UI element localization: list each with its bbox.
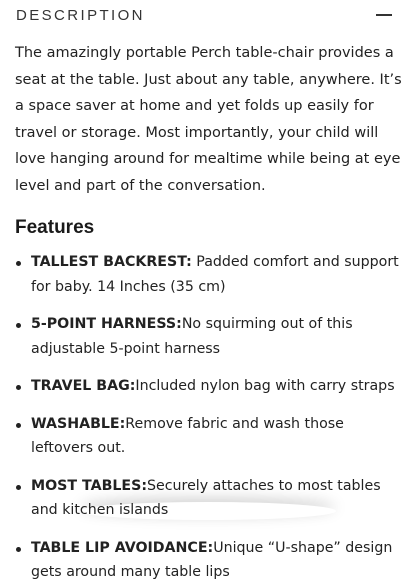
scroll-shadow [80, 502, 336, 520]
feature-title: TABLE LIP AVOIDANCE: [31, 539, 214, 556]
section-title: DESCRIPTION [16, 6, 145, 24]
minus-icon[interactable] [376, 14, 392, 16]
feature-list [0, 250, 416, 585]
feature-text: No squirming out of this adjustable 5-point harness [31, 316, 353, 357]
bullet-icon [16, 485, 21, 490]
feature-item-table-lip-avoidance [0, 536, 416, 585]
bullet-icon [16, 261, 21, 266]
feature-text: Padded comfort and support for baby. 14 Inches (35 cm) [31, 254, 399, 295]
bullet-icon [16, 423, 21, 428]
feature-item-washable [0, 412, 416, 461]
feature-text: Included nylon bag with carry straps [135, 378, 395, 394]
feature-text: Securely attaches to most tables and kitchen islands [31, 477, 381, 518]
feature-title: MOST TABLES: [31, 477, 148, 494]
feature-text: Unique “U-shape” design gets around many table lips [31, 539, 393, 580]
bullet-icon [16, 323, 21, 328]
product-description: The amazingly portable Perch table-chair provides a seat at the table. Just about any table, anywhere. It’s a space saver at home and yet folds up easily for travel or storage. Most importantly, your child will love hanging around for mealtime while being at eye level and part of the conversation. [15, 45, 402, 194]
feature-item-tallest-backrest [0, 250, 416, 299]
bullet-icon [16, 547, 21, 552]
description-accordion-header[interactable] [0, 0, 416, 30]
features-heading: Features [15, 217, 95, 238]
feature-item-travel-bag [0, 374, 416, 399]
feature-title: WASHABLE: [31, 415, 126, 432]
feature-text: Remove fabric and wash those leftovers out. [31, 415, 344, 456]
feature-title: TALLEST BACKREST: [31, 254, 192, 270]
feature-item-5-point-harness [0, 312, 416, 361]
feature-title: 5-POINT HARNESS: [31, 316, 182, 332]
bullet-icon [16, 385, 21, 390]
feature-title: TRAVEL BAG: [31, 378, 136, 394]
